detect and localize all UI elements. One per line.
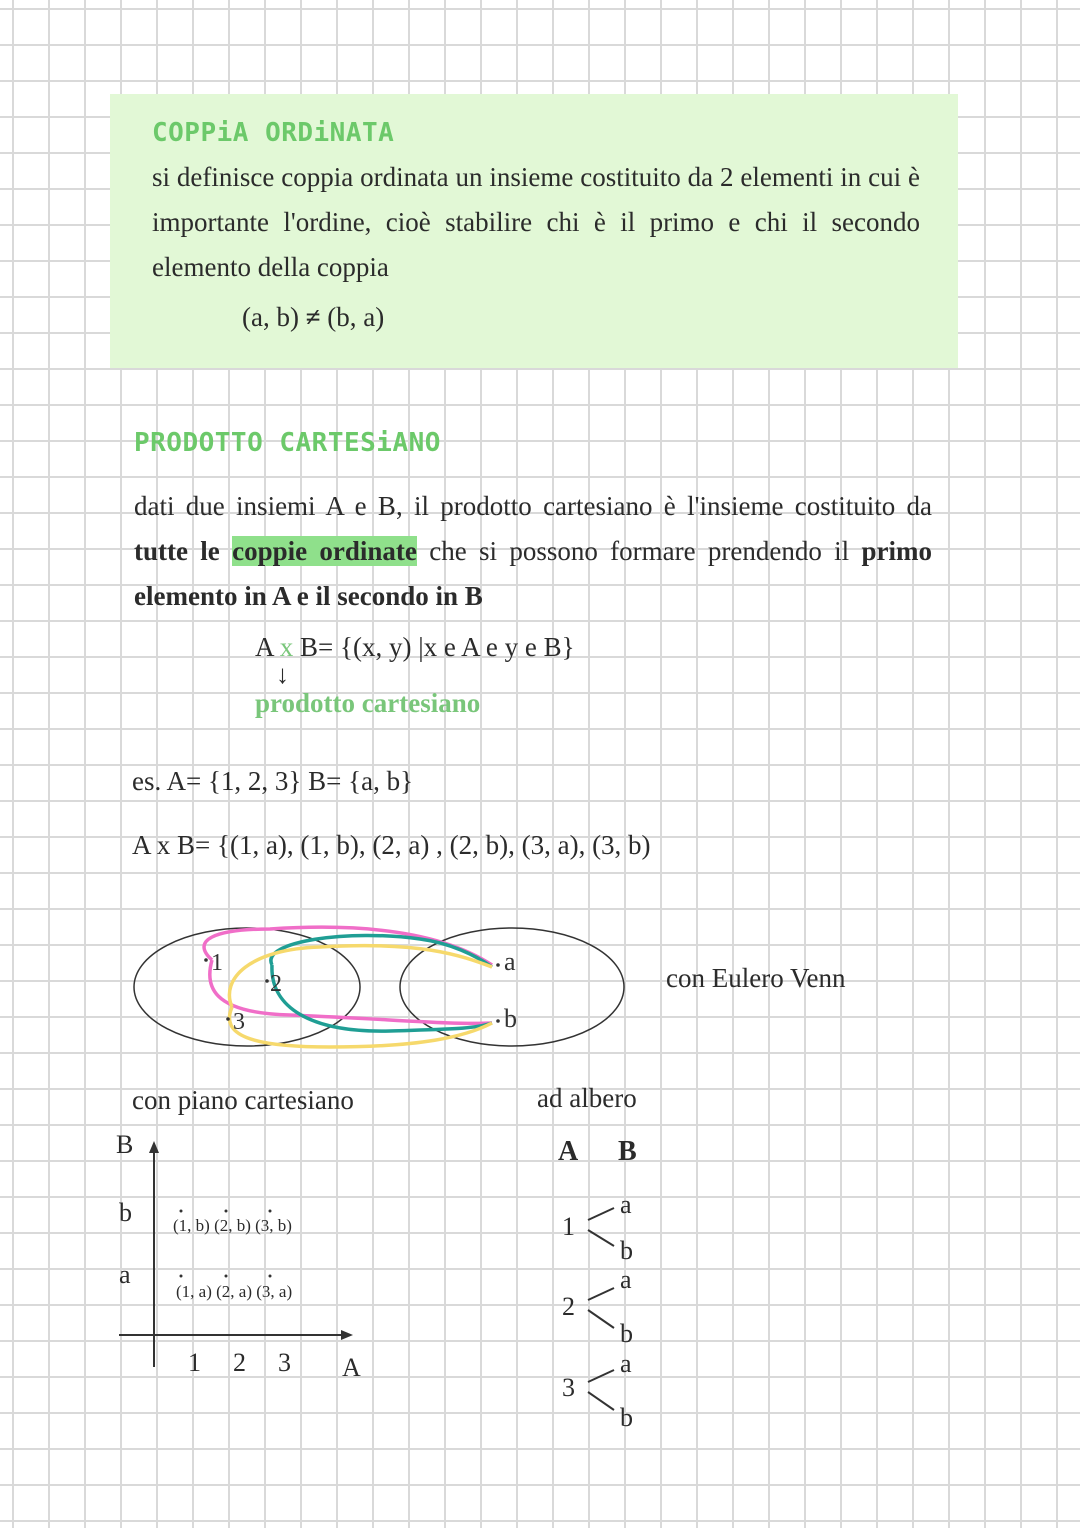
venn-b-a: a: [504, 947, 516, 976]
y-axis-arrow-icon: [149, 1141, 159, 1153]
tree-a-2: 2: [562, 1292, 575, 1321]
x-tick-2: 2: [233, 1348, 246, 1377]
example-product: A x B= {(1, a), (1, b), (2, a) , (2, b), (3, a), (3, b): [132, 830, 651, 860]
tree-a-3: 3: [562, 1373, 575, 1402]
venn-a-1: 1: [211, 950, 223, 976]
x-axis-arrow-icon: [341, 1330, 353, 1340]
tree-label: ad albero: [537, 1083, 637, 1113]
tree-b-1a: a: [620, 1190, 632, 1219]
example-sets: es. A= {1, 2, 3} B= {a, b}: [132, 766, 414, 796]
cartesian-plane: [105, 1125, 395, 1385]
yellow-line-3a: [229, 946, 492, 1007]
venn-b-b: b: [504, 1004, 517, 1033]
cartesian-label: prodotto cartesiano: [255, 688, 481, 718]
tree-b-2a: a: [620, 1265, 632, 1294]
tree-a-1: 1: [562, 1212, 575, 1241]
pairs-row-a: (1, a) (2, a) (3, a): [176, 1282, 293, 1301]
y-axis-label: B: [116, 1130, 134, 1159]
venn-a-2: 2: [270, 971, 282, 997]
venn-label: con Eulero Venn: [666, 963, 846, 993]
tree-b-3a: a: [620, 1349, 632, 1378]
ordered-pair-formula: (a, b) ≠ (b, a): [242, 302, 385, 332]
tree-header-a: A: [558, 1136, 579, 1167]
pink-line-1b: [210, 960, 492, 1023]
teal-line-2a: [271, 935, 492, 967]
cartesian-definition: dati due insiemi A e B, il prodotto cartesiano è l'insieme costituito da tutte le coppie ordinate che si possono formare prendendo il primo elemento in A e il secondo in B: [134, 491, 932, 611]
tree-b-2b: b: [620, 1319, 633, 1348]
cartesian-formula: A x B= {(x, y) |x e A e y e B}: [255, 632, 575, 662]
pairs-row-b: (1, b) (2, b) (3, b): [173, 1216, 292, 1235]
tree-branches: [580, 1190, 630, 1430]
plane-label: con piano cartesiano: [132, 1085, 354, 1115]
section-title-ordered-pair: COPPiA ORDiNATA: [152, 118, 395, 148]
tree-b-3b: b: [620, 1403, 633, 1432]
x-axis-label: A: [342, 1353, 361, 1382]
down-arrow-icon: ↓: [276, 660, 289, 689]
x-tick-3: 3: [278, 1348, 291, 1377]
tree-b-1b: b: [620, 1236, 633, 1265]
venn-diagram: [120, 915, 640, 1065]
tree-header-b: B: [618, 1136, 637, 1167]
not-equal-symbol: ≠: [305, 302, 321, 332]
y-tick-b: b: [119, 1198, 132, 1227]
section-title-cartesian-product: PRODOTTO CARTESiANO: [134, 428, 441, 458]
ordered-pair-definition: si definisce coppia ordinata un insieme costituito da 2 elementi in cui è importante l'ordine, cioè stabilire chi è il primo e chi il secondo elemento della coppia: [152, 162, 920, 282]
venn-a-3: 3: [233, 1009, 245, 1035]
highlight-ordered-pairs: coppie ordinate: [232, 536, 417, 566]
x-tick-1: 1: [188, 1348, 201, 1377]
y-tick-a: a: [119, 1260, 131, 1289]
